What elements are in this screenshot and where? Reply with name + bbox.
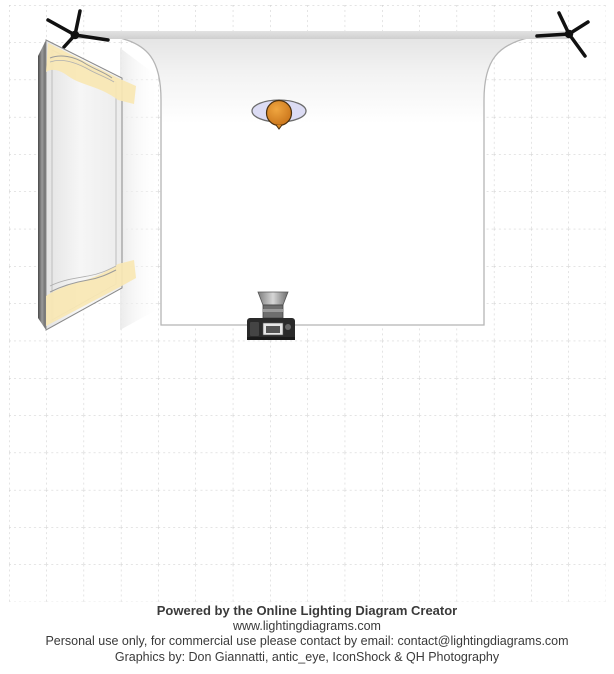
backdrop-roll-bar xyxy=(70,31,570,39)
footer-graphics-credits: Graphics by: Don Giannatti, antic_eye, IconShock & QH Photography xyxy=(114,649,500,664)
footer-usage-notice: Personal use only, for commercial use please contact by email: contact@lightingdiagrams.com xyxy=(45,634,569,648)
subject-head-circle xyxy=(267,101,292,126)
footer-powered-by: Powered by the Online Lighting Diagram Creator xyxy=(156,603,458,618)
lens-hood xyxy=(258,292,288,305)
reflector-panel xyxy=(38,40,160,330)
reflector-edge xyxy=(38,40,46,330)
footer xyxy=(0,603,614,665)
footer-website-link[interactable]: www.lightingdiagrams.com xyxy=(233,618,381,633)
